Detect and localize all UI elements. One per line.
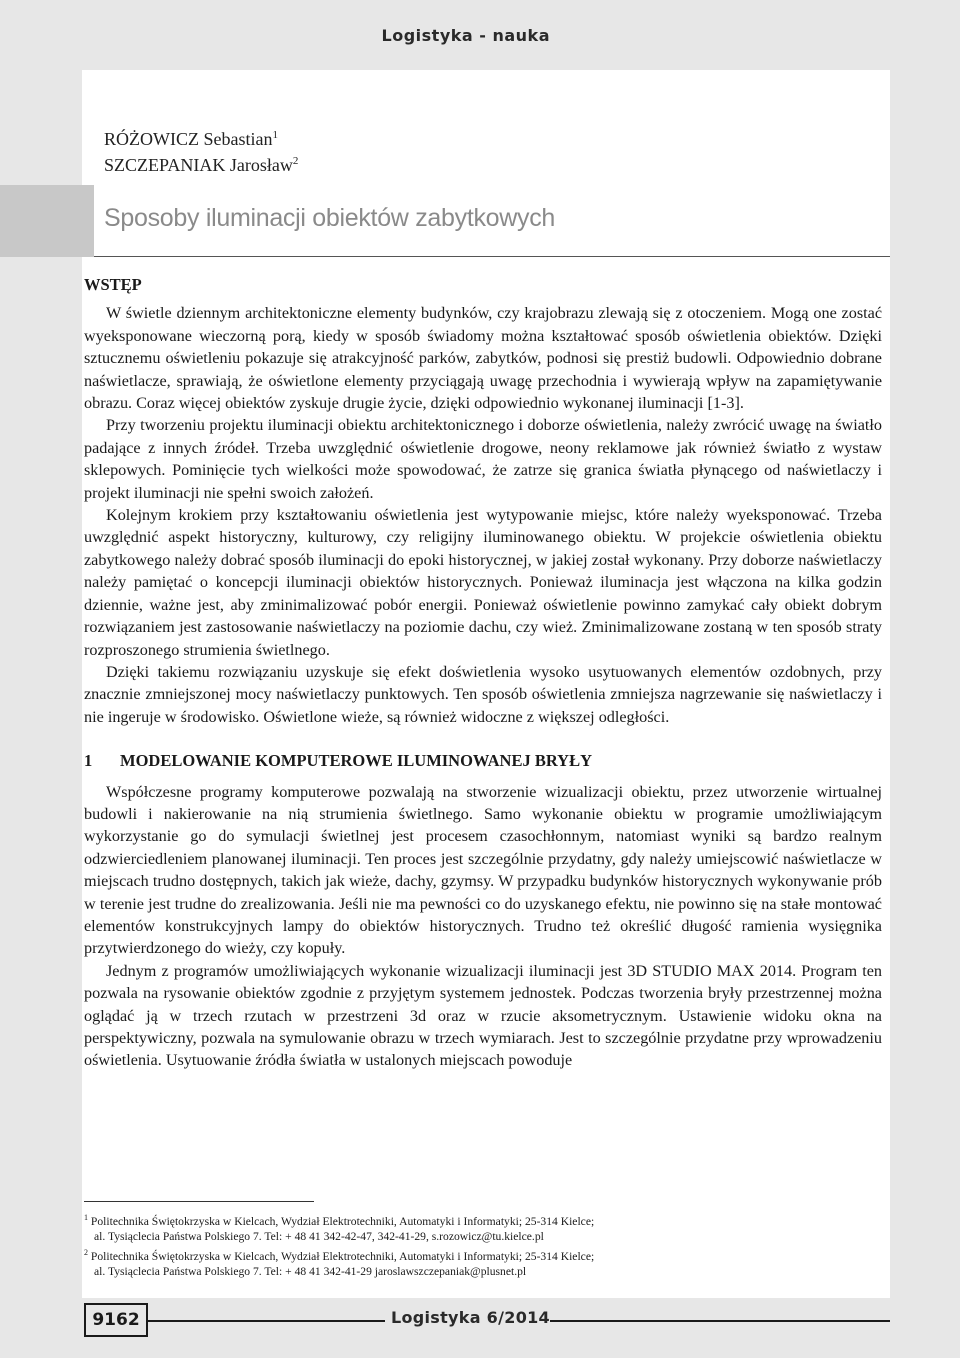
section-paragraph: Współczesne programy komputerowe pozwalają na stworzenie wizualizacji obiektu, przez utworzenie wirtualnej budowli i nakierowanie na nią strumienia świetlnego. Samo wykonanie obiektu w programie umożliwiającym wykorzystanie go do symulacji świetlnej jest procesem czasochłonnym, natomiast wyniki są bardzo realnym odzwierciedleniem planowanej iluminacji. Ten proces jest szczególnie przydatny, gdy należy umiejscowić naświetlacze w miejscach trudno dostępnych, takich jak wieże, dachy, gzymsy. W przypadku budynków historycznych wykonywanie prób w terenie jest trudne do zrealizowania. Jeśli nie ma pewności co do uzyskanego efektu, nie powinno się na stałe montować elementów konstrukcyjnych lampy do obiektów historycznych. Trudno też określić długość ramienia wysięgnika przytwierdzonego do wieży, czy kopuły. bbox=[84, 782, 882, 958]
intro-paragraph: Dzięki takiemu rozwiązaniu uzyskuje się efekt doświetlenia wysoko usytuowanych elementów ozdobnych, przy znacznie zmniejszonej mocy naświetlaczy punktowych. Ten sposób oświetlenia zmniejsza nagrzewanie się naświetlaczy i nie ingeruje w środowisko. Oświetlone wieże, są również widoczne z większej odległości. bbox=[84, 662, 882, 726]
page-sheet bbox=[82, 70, 890, 1298]
article-title: Sposoby iluminacji obiektów zabytkowych bbox=[104, 204, 556, 232]
section-number: 1 bbox=[84, 751, 93, 771]
author-2: SZCZEPANIAK Jarosław$^2$ bbox=[104, 155, 299, 175]
section-paragraph: Jednym z programów umożliwiających wykonanie wizualizacji iluminacji jest 3D STUDIO MAX 2014. Program ten pozwala na rysowanie obiektów zgodnie z przyjętym systemem jednostek. Podczas tworzenia bryły przestrzennej można oglądać ją w trzech rzutach w przestrzeni 3d oraz w rzucie aksometrycznym. Ustawienie widoku okna na perspektywiczny, pozwala na symulowanie obrazu w trzech wymiarach. Jest to szczególnie przydatne przy wprowadzeniu oświetlenia. Usytuowanie źródła światła w ustalonych miejscach powoduje bbox=[84, 961, 882, 1070]
author-1: RÓŻOWICZ Sebastian$^1$ bbox=[104, 129, 278, 149]
title-tab-decoration bbox=[0, 185, 94, 257]
footnote-2: $^2$ Politechnika Świętokrzyska w Kielcach, Wydział Elektrotechniki, Automatyki i Informatyki; 25-314 Kielce; bbox=[84, 1247, 595, 1263]
section-title: MODELOWANIE KOMPUTEROWE ILUMINOWANEJ BRYŁY bbox=[120, 751, 592, 771]
title-divider bbox=[94, 256, 890, 257]
footnote-divider bbox=[84, 1201, 314, 1202]
intro-paragraph: Przy tworzeniu projektu iluminacji obiektu architektonicznego i doborze oświetlenia, należy zwrócić uwagę na światło padające z innych źródeł. Trzeba uwzględnić oświetlenie drogowe, neony reklamowe jak również światło z wystaw sklepowych. Pominięcie tych wielkości może spowodować, że zatrze się granica światła płynącego od naświetlaczy i projekt iluminacji nie spełni swoich założeń. bbox=[84, 416, 882, 502]
page-number: 9162 bbox=[84, 1303, 148, 1337]
journal-issue: Logistyka 6/2014 bbox=[385, 1308, 550, 1327]
author-list bbox=[104, 124, 298, 176]
running-title: Logistyka - nauka bbox=[381, 26, 550, 45]
intro-paragraph: Kolejnym krokiem przy kształtowaniu oświetlenia jest wytypowanie miejsc, które należy wyeksponować. Trzeba uwzględnić aspekt historyczny, kulturowy, czy religijny iluminowanego obiektu. W projekcie oświetlenia obiektu zabytkowego należy dobrać sposób iluminacji do epoki historycznej, w jakiej został wykonany. Przy doborze naświetlaczy należy pamiętać o koncepcji iluminacji obiektów historycznych. Ponieważ iluminacja jest włączona na kilka godzin dziennie, ważne jest, aby zminimalizować pobór energii. Ponieważ oświetlenie powinno zamykać cały obiekt dobrym rozwiązaniem jest zastosowanie naświetlaczy na poziomie dachu, czy wież. Zminimalizowane zostaną w ten sposób straty rozproszonego strumienia świetlnego. bbox=[84, 506, 882, 659]
footnote-1-cont: al. Tysiąclecia Państwa Polskiego 7. Tel: + 48 41 342-42-47, 342-41-29, s.rozowicz@tu.kielce.pl bbox=[94, 1230, 544, 1244]
intro-paragraph: W świetle dziennym architektoniczne elementy budynków, czy krajobrazu zlewają się z otoczeniem. Mogą one zostać wyeksponowane wieczorną porą, kiedy w sposób świadomy można kształtować sposób oświetlenia obiektów. Dzięki sztucznemu oświetleniu pokazuje się atrakcyjność parków, zabytków, podnosi się prestiż budowli. Odpowiednio dobrane naświetlacze, sprawiają, że oświetlone elementy przyciągają uwagę przechodnia i wywierają wpływ na zapamiętywanie obrazu. Coraz więcej obiektów zyskuje drugie życie, dzięki odpowiednio wykonanej iluminacji [1-3]. bbox=[84, 304, 882, 413]
intro-heading: WSTĘP bbox=[84, 275, 142, 294]
article-body bbox=[84, 274, 882, 1072]
section-1-heading bbox=[84, 750, 882, 772]
footnote-2-cont: al. Tysiąclecia Państwa Polskiego 7. Tel: + 48 41 342-41-29 jaroslawszczepaniak@plusnet.pl bbox=[94, 1264, 527, 1278]
footnote-1: $^1$ Politechnika Świętokrzyska w Kielcach, Wydział Elektrotechniki, Automatyki i Informatyki; 25-314 Kielce; bbox=[84, 1213, 595, 1228]
footnotes bbox=[84, 1210, 864, 1279]
